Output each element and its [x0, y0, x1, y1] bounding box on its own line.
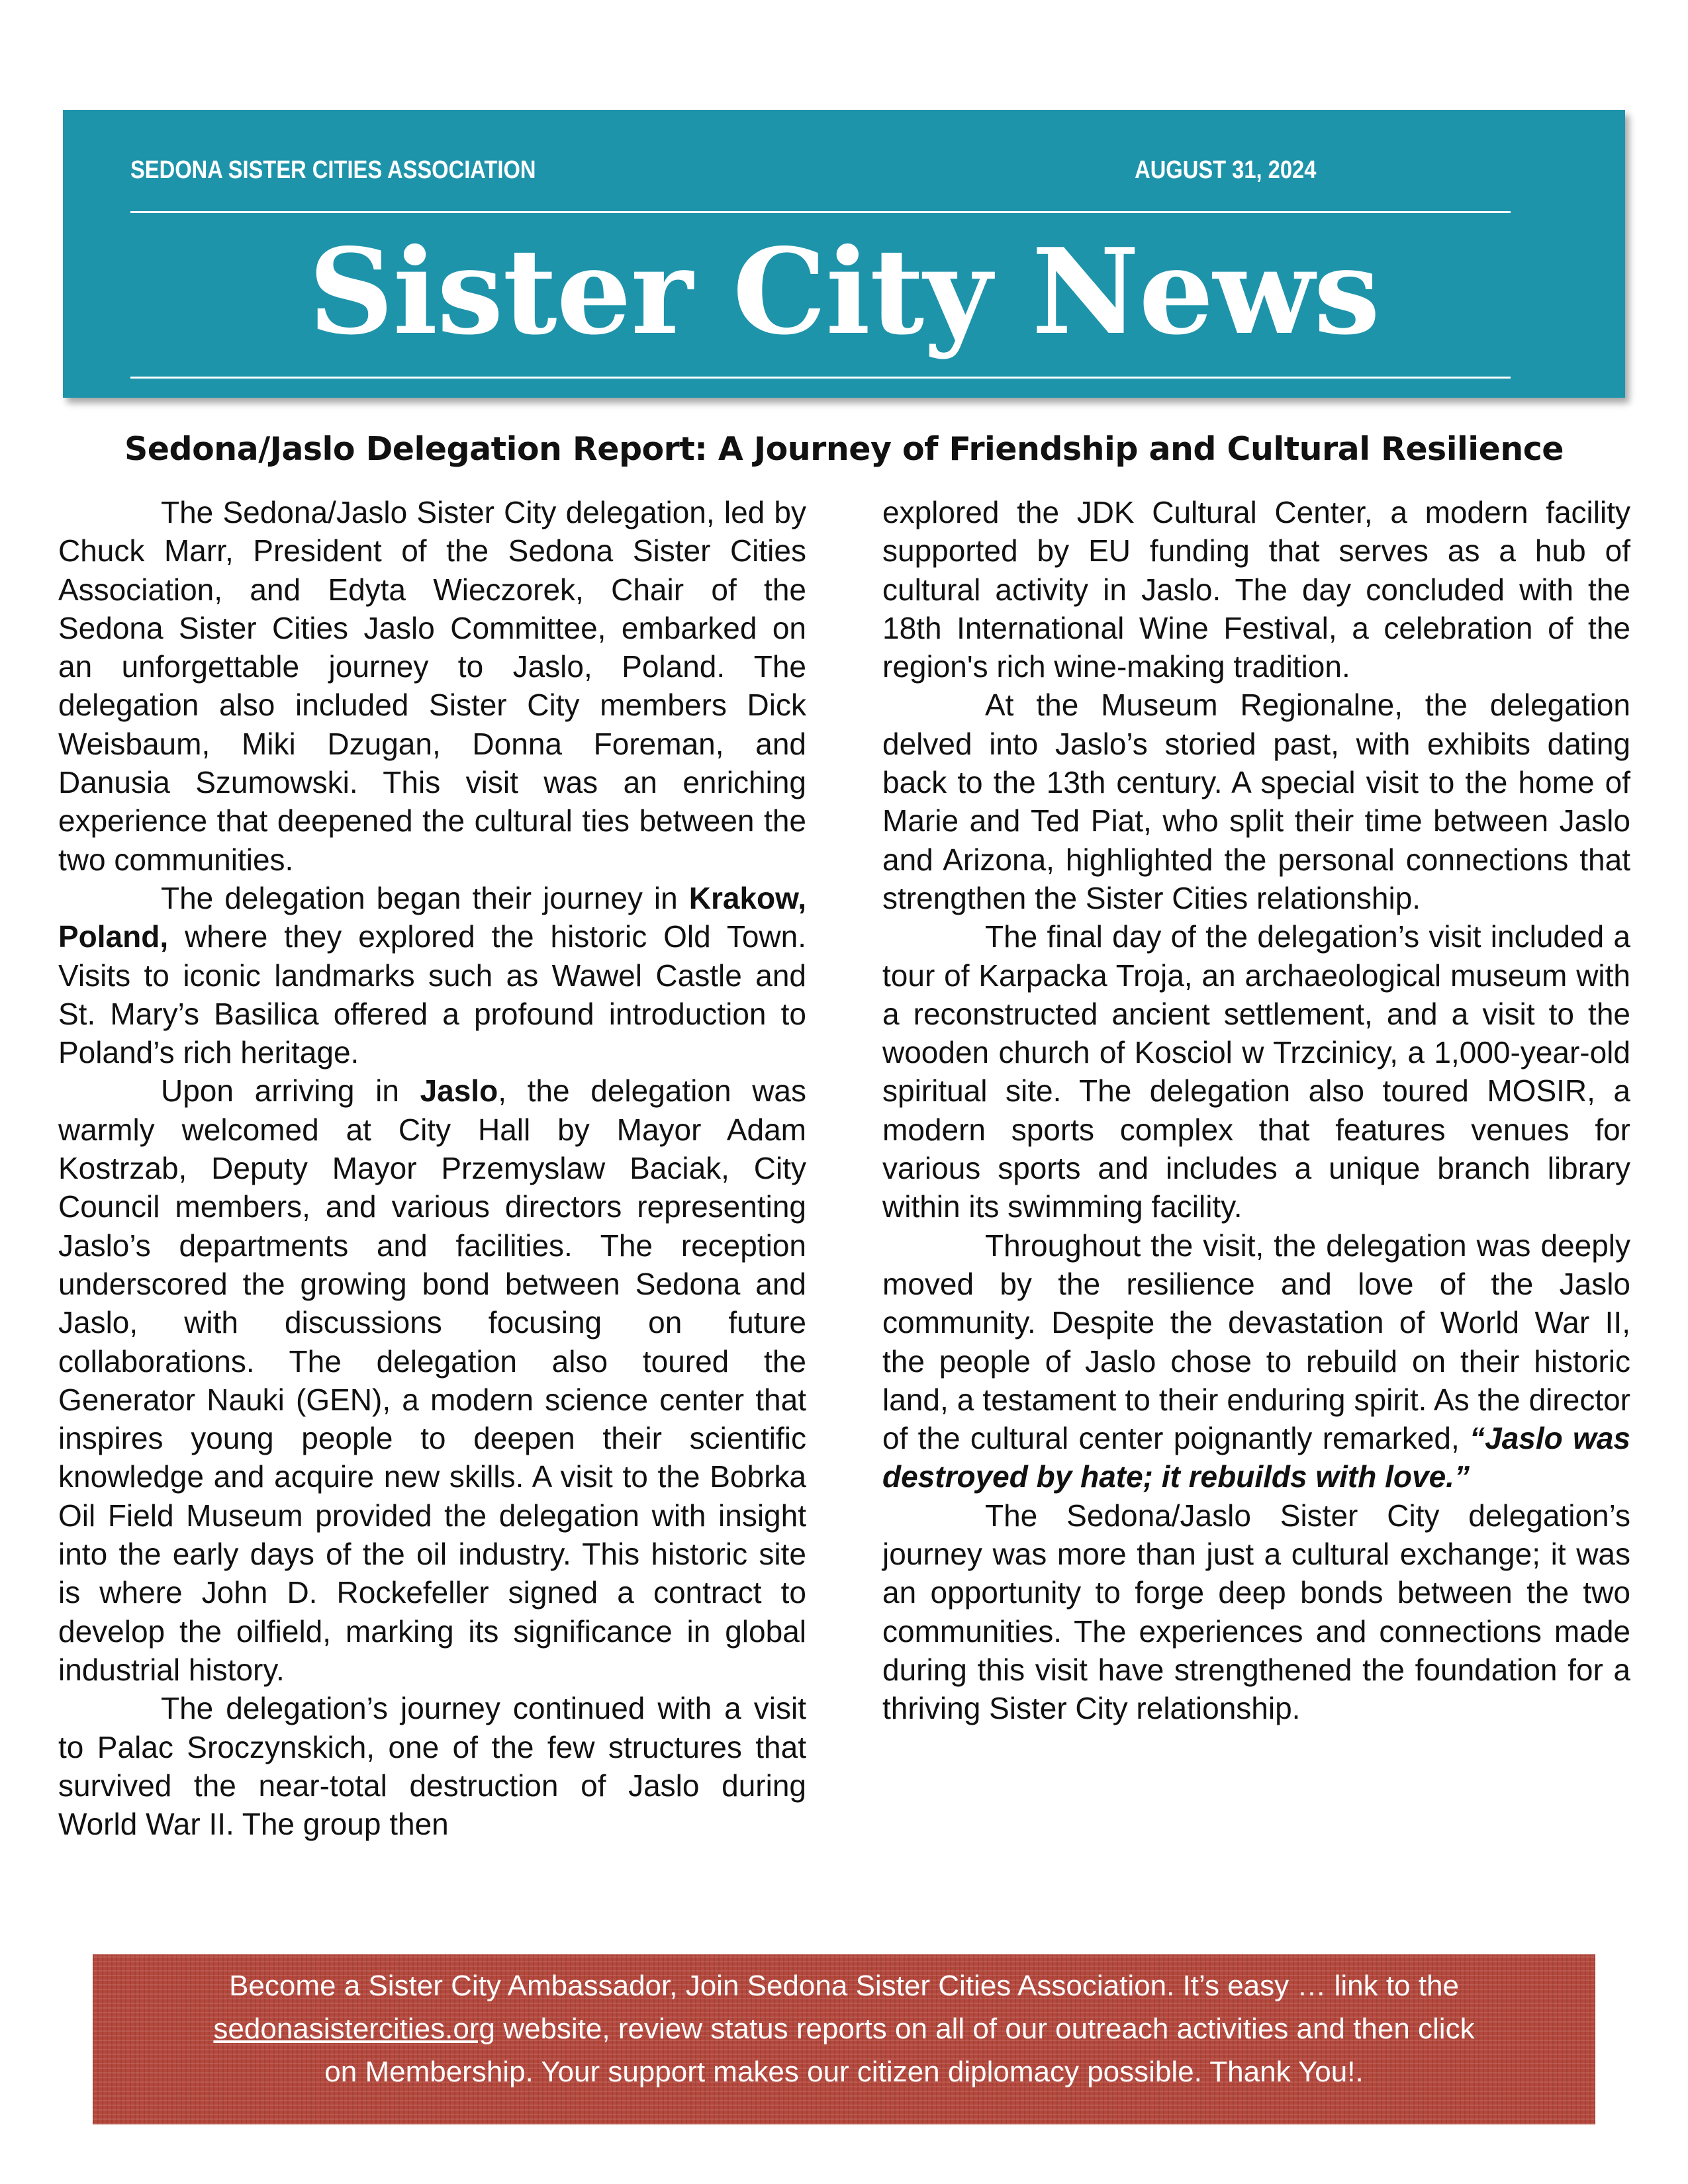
text-run: , the delegation was warmly welcomed at City Hall by Mayor Adam Kostrzab, Deputy Mayor Przemyslaw Baciak, City Council members, and various directors representing Jaslo’s departments and facilities. The reception underscored the growing bond between Sedona and Jaslo, with discussions focusing on future collaborations. The delegation also toured the Generator Nauki (GEN), a modern science center that inspires young people to deepen their scientific knowledge and acquire new skills. A visit to the Bobrka Oil Field Museum provided the delegation with insight into the early days of the oil industry. This historic site is where John D. Rockefeller signed a contract to develop the oilfield, marking its significance in global industrial history. — [58, 1073, 806, 1687]
text-run: The delegation began their journey in — [161, 880, 689, 915]
organization-name: SEDONA SISTER CITIES ASSOCIATION — [130, 156, 536, 184]
paragraph-krakow — [58, 879, 806, 1071]
paragraph-resilience — [882, 1226, 1630, 1496]
issue-date: AUGUST 31, 2024 — [1135, 156, 1317, 184]
article-column-right — [882, 493, 1630, 1728]
website-link[interactable]: sedonasistercities.org — [213, 2013, 495, 2045]
paragraph-palac: The delegation’s journey continued with a visit to Palac Sroczynskich, one of the few structures that survived the near-total destruction of Jaslo during World War II. The group then — [58, 1691, 806, 1842]
masthead-rule-bottom — [130, 377, 1511, 379]
footer-line-3: on Membership. Your support makes our citizen diplomacy possible. Thank You!. — [324, 2056, 1364, 2088]
article-headline: Sedona/Jaslo Delegation Report: A Journey of Friendship and Cultural Resilience — [124, 430, 1564, 468]
director-quote: “Jaslo was destroyed by hate; it rebuilds with love.” — [882, 1421, 1630, 1494]
article-column-left — [58, 493, 806, 1843]
paragraph-intro: The Sedona/Jaslo Sister City delegation, led by Chuck Marr, President of the Sedona Sister Cities Association, and Edyta Wieczorek, Chair of the Sedona Sister Cities Jaslo Committee, embarked on an unforgettable journey to Jaslo, Poland. The delegation also included Sister City members Dick Weisbaum, Miki Dzugan, Donna Foreman, and Danusia Szumowski. This visit was an enriching experience that deepened the cultural ties between the two communities. — [58, 495, 806, 877]
paragraph-jdk-continued: explored the JDK Cultural Center, a modern facility supported by EU funding that serves as a hub of cultural activity in Jaslo. The day concluded with the 18th International Wine Festival, a celebration of the region's rich wine-making tradition. — [882, 495, 1630, 684]
text-run: website, review status reports on all of our outreach activities and then click — [494, 2013, 1475, 2045]
footer-line-2 — [93, 2007, 1595, 2050]
newsletter-title: Sister City News — [308, 222, 1380, 361]
text-run: where they explored the historic Old Town. Visits to iconic landmarks such as Wawel Castle and St. Mary’s Basilica offered a profound introduction to Poland’s rich heritage. — [58, 919, 806, 1070]
bold-krakow: Krakow, Poland, — [58, 880, 806, 954]
membership-banner — [93, 1954, 1595, 2124]
footer-line-1: Become a Sister City Ambassador, Join Sedona Sister Cities Association. It’s easy … link to the — [229, 1970, 1459, 2002]
text-run: Throughout the visit, the delegation was deeply moved by the resilience and love of the Jaslo community. Despite the devastation of World War II, the people of Jaslo chose to rebuild on their historic land, a testament to their enduring spirit. As the director of the cultural center poignantly remarked, — [882, 1228, 1630, 1456]
masthead-banner — [63, 110, 1625, 398]
masthead-top-line — [130, 156, 1316, 185]
paragraph-final-day: The final day of the delegation’s visit included a tour of Karpacka Troja, an archaeological museum with a reconstructed ancient settlement, and a visit to the wooden church of Kosciol w Trzcinicy, a 1,000-year-old spiritual site. The delegation also toured MOSIR, a modern sports complex that features venues for various sports and includes a unique branch library within its swimming facility. — [882, 919, 1630, 1224]
paragraph-conclusion: The Sedona/Jaslo Sister City delegation’s journey was more than just a cultural exchange; it was an opportunity to forge deep bonds between the two communities. The experiences and connections made during this visit have strengthened the foundation for a thriving Sister City relationship. — [882, 1498, 1630, 1726]
bold-jaslo: Jaslo — [420, 1073, 498, 1109]
paragraph-museum: At the Museum Regionalne, the delegation delved into Jaslo’s storied past, with exhibits dating back to the 13th century. A special visit to the home of Marie and Ted Piat, who split their time between Jaslo and Arizona, highlighted the personal connections that strengthen the Sister Cities relationship. — [882, 688, 1630, 915]
text-run: Upon arriving in — [161, 1073, 420, 1109]
paragraph-jaslo-arrival — [58, 1071, 806, 1689]
masthead-rule-top — [130, 211, 1511, 213]
